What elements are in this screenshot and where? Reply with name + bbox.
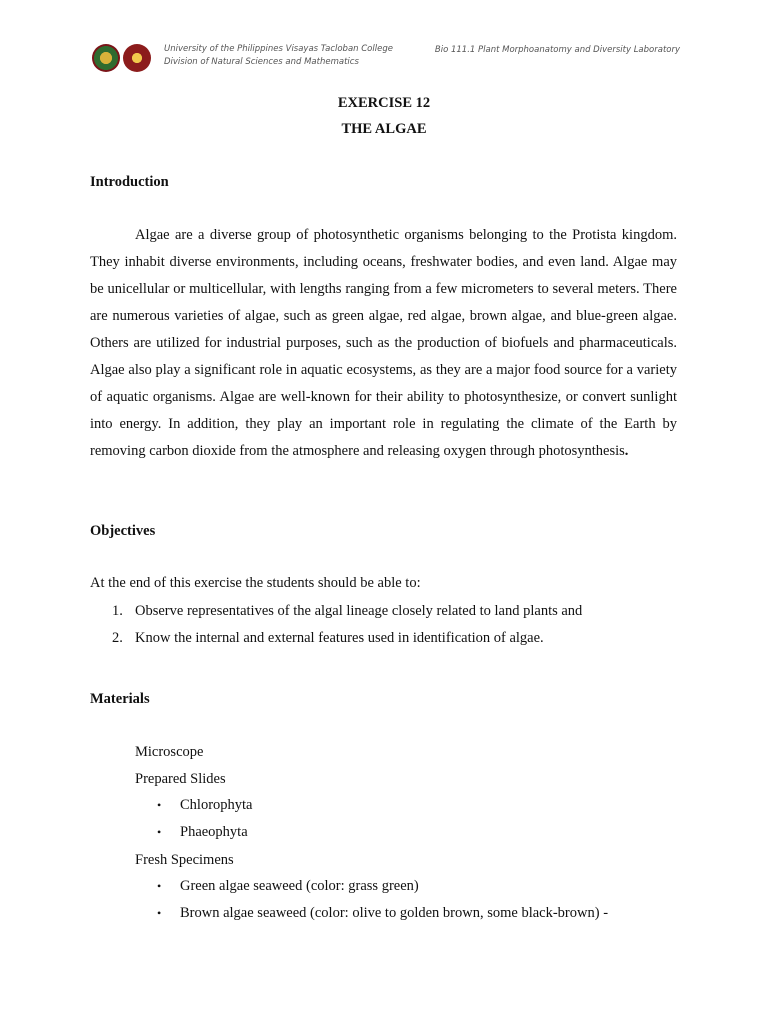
list-item (135, 819, 253, 846)
list-item-text: Green algae seaweed (color: grass green) (180, 878, 419, 894)
exercise-number: EXERCISE 12 (337, 95, 431, 111)
prepared-slides-list (135, 792, 253, 846)
bullet-icon: • (157, 879, 162, 893)
exercise-title: THE ALGAE (341, 121, 427, 137)
objectives-heading: Objectives (90, 523, 156, 539)
list-item (90, 598, 582, 625)
bullet-icon: • (157, 798, 162, 812)
list-number: 2. (112, 630, 123, 646)
list-item (90, 625, 582, 652)
objectives-list (90, 598, 582, 652)
list-item-text: Phaeophyta (180, 824, 248, 840)
introduction-text: Algae are a diverse group of photosynthetic organisms belonging to the Protista kingdom. They inhabit diverse environments, including oceans, freshwater bodies, and even land. Algae may be unicellular or multicellular, with lengths ranging from a few micrometers to several meters. There are numerous varieties of algae, such as green algae, red algae, brown algae, and blue-green algae. Others are utilized for industrial purposes, such as the production of biofuels and pharmaceuticals. Algae also play a significant role in aquatic ecosystems, as they are a major food source for a variety of aquatic organisms. Algae are well-known for their ability to photosynthesize, or convert sunlight into energy. In addition, they play an important role in regulating the climate of the Earth by removing carbon dioxide from the atmosphere and releasing oxygen through photosynthesis (90, 227, 677, 459)
list-item-text: Know the internal and external features used in identification of algae. (135, 630, 544, 646)
list-item (135, 873, 608, 900)
course-name: Bio 111.1 Plant Morphoanatomy and Diversity Laboratory (434, 45, 680, 55)
list-item (135, 792, 253, 819)
document-header (90, 40, 680, 80)
bullet-icon: • (157, 906, 162, 920)
college-seal-logo (123, 44, 151, 72)
list-item-text: Brown algae seaweed (color: olive to golden brown, some black-brown) - (180, 905, 609, 921)
bullet-icon: • (157, 825, 162, 839)
materials-heading: Materials (90, 691, 150, 707)
introduction-paragraph (90, 222, 677, 465)
fresh-specimens-label: Fresh Specimens (135, 852, 234, 868)
fresh-specimens-list (135, 873, 608, 927)
list-item-text: Observe representatives of the algal lineage closely related to land plants and (135, 603, 583, 619)
list-number: 1. (112, 603, 123, 619)
up-seal-logo (92, 44, 120, 72)
material-microscope: Microscope (135, 744, 204, 760)
prepared-slides-label: Prepared Slides (135, 771, 226, 787)
introduction-end-mark: . (624, 443, 629, 459)
introduction-heading: Introduction (90, 174, 169, 190)
objectives-lead: At the end of this exercise the students should be able to: (90, 575, 421, 591)
list-item-text: Chlorophyta (180, 797, 253, 813)
institution-name: University of the Philippines Visayas Tacloban College (164, 44, 393, 54)
list-item (135, 900, 608, 927)
division-name: Division of Natural Sciences and Mathematics (164, 57, 359, 67)
